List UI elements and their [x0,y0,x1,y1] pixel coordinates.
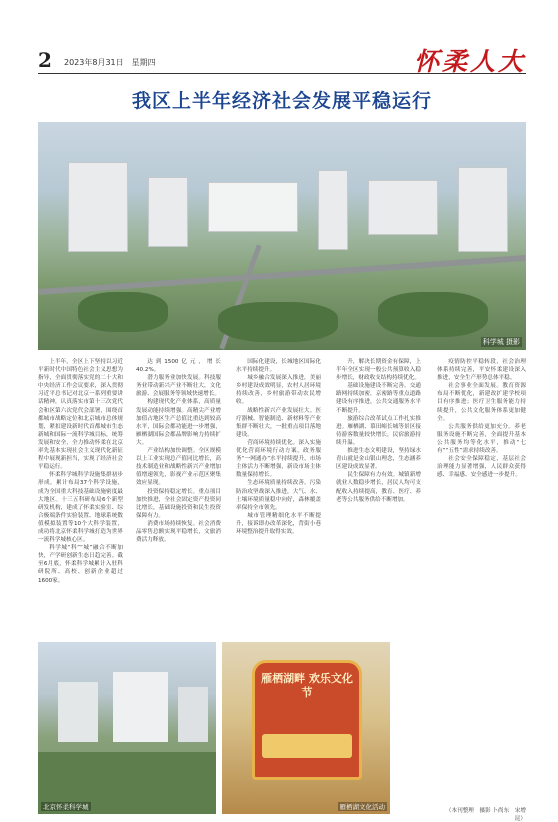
page-number: 2 [38,48,52,72]
paragraph: 民生保障有力有效。城镇新增就业人数稳步增长，居民人均可支配收入持续提高，教育、医疗、养老等公共服务供给不断增加。 [336,472,421,503]
article-column-5 [437,358,526,814]
paragraph: 怀柔科学城科学设施集群初步形成。累计布局37个科学设施，成为全国重大科技基础设施密度最大地区。十三五科研布局6个新型研发机构，建成了怀柔实验室、综合极端条件实验装置、地球系统数值模拟装置等10个大科学装置，成功将北京怀柔科学城打造为世界一流科学城核心区。 [38,472,123,544]
paragraph: 社会安全保障稳定，基层社会治理能力显著增强，人民群众获得感、幸福感、安全感进一步提升。 [437,456,526,479]
paragraph: 旅游综合改革试点工作扎实推进。雁栖湖、慕田峪长城等景区接待游客数量较快增长，民宿旅游持续升温。 [336,415,421,446]
paragraph: 产业结构加快调整。全区规模以上工业实现总产值同比增长，高技术制造业和战略性新兴产业增加值增速领先，影视产业示范区聚集效应显现。 [136,448,221,487]
paragraph: 战略性新兴产业发展壮大。医疗器械、智能制造、新材料等产业集群不断壮大，一批重点项目落地建设。 [236,407,321,438]
byline: （本刊整理 摄影 卜尚东 宋增 昆） [445,808,526,822]
article-column-1 [38,358,123,636]
paragraph: 城乡融合发展深入推进，美丽乡村建设成效明显，农村人居环境持续改善，乡村旅游带动农民增收。 [236,375,321,406]
paragraph: 消费市场持续恢复。社会消费品零售总额实现平稳增长，文旅消费活力释放。 [136,520,221,544]
paragraph: 潜力服务业加快发展。科技服务业带动新兴产业不断壮大，文化旅游、会展服务等领域快速增长。 [136,375,221,398]
paragraph: 社会事业全面发展。教育资源布局不断优化，新建改扩建学校项目有序推进；医疗卫生服务能力持续提升，公共文化服务体系更加健全。 [437,383,526,422]
photo-credit: 科学城 摄影 [482,338,520,346]
paragraph: 推进生态文明建设，坚持绿水青山就是金山银山理念，生态涵养区建设成效显著。 [336,448,421,471]
paragraph: 基础设施建设不断完善。交通路网持续加密，京密路等重点道路建设有序推进，公共交通服务水平不断提升。 [336,383,421,414]
paragraph: 达到1500亿元，增长40.2%。 [136,359,221,374]
paragraph: 生态环境质量持续改善。污染防治攻坚战深入推进，大气、水、土壤环境质量稳中向好，森林覆盖率保持全市领先。 [236,480,321,511]
festival-banner [262,734,352,758]
cityscape-photo [38,122,526,350]
masthead-logo: 怀柔人大 [413,47,526,76]
photo-caption-right: 雁栖湖文化活动 [339,803,385,811]
paragraph: 投资保持稳定增长。重点项目加快推进，全社会固定资产投资同比增长，基础设施投资和民生投资保障有力。 [136,488,221,519]
paragraph: 城市管理精细化水平不断提升，接诉即办改革深化，背街小巷环境整治提升取得实效。 [236,512,321,535]
headline: 我区上半年经济社会发展平稳运行 [131,90,432,112]
science-city-photo [38,642,216,814]
paragraph: 公共服务供给更加充分。养老服务设施不断完善，全面提升基本公共服务均等化水平，推动“七有”“五性”需求持续改善。 [437,423,526,455]
issue-date: 2023年8月31日 星期四 [64,58,156,67]
paragraph: 国际化建设，长城地区国际化水平持续提升。 [236,359,321,374]
paragraph: 科学城“科”“城”融合不断加快，产学研创新生态日趋完善。截至6月底，怀柔科学城累计入驻科研院所、高校、创新企业超过1600家。 [38,545,123,584]
paragraph: 营商环境持续优化。深入实施优化营商环境行动方案，政务服务“一网通办”水平持续提升，市场主体活力不断增强，新设市场主体数量保持增长。 [236,439,321,479]
photo-caption-left: 北京怀柔科学城 [43,803,89,811]
page-header [38,44,526,74]
paragraph: 构建现代化产业体系，高质量发展动能持续增强。高精尖产业增加值占地区生产总值比重达到较高水平，国际会都功能进一步增强，雁栖湖国际会都品牌影响力持续扩大。 [136,399,221,446]
festival-sign-text: 雁栖湖畔 欢乐文化节 [261,672,353,699]
paragraph: 升，解决长期资金有保障，上半年全区实现一般公共预算收入稳步增长，财政收支结构持续优化。 [336,359,421,382]
paragraph: 上半年，全区上下坚持以习近平新时代中国特色社会主义思想为指导，全面贯彻落实党的二十大和中央经济工作会议要求，深入贯彻习近平总书记对北京一系列重要讲话精神，认真落实市第十三次党代会和区第六次党代会部署，围绕首都城市战略定位和北京城市总体规划，紧扣建设新时代首都城市生态新城和国际一流科学城目标，统筹发展和安全，全力推动怀柔在北京率先基本实现社会主义现代化新征程中展现新担当，实现了经济社会平稳运行。 [38,359,123,471]
paragraph: 疫情防控平稳转段，社会治理体系持续完善，平安怀柔建设深入推进，安全生产形势总体平稳。 [437,359,526,382]
festival-photo [222,642,390,814]
